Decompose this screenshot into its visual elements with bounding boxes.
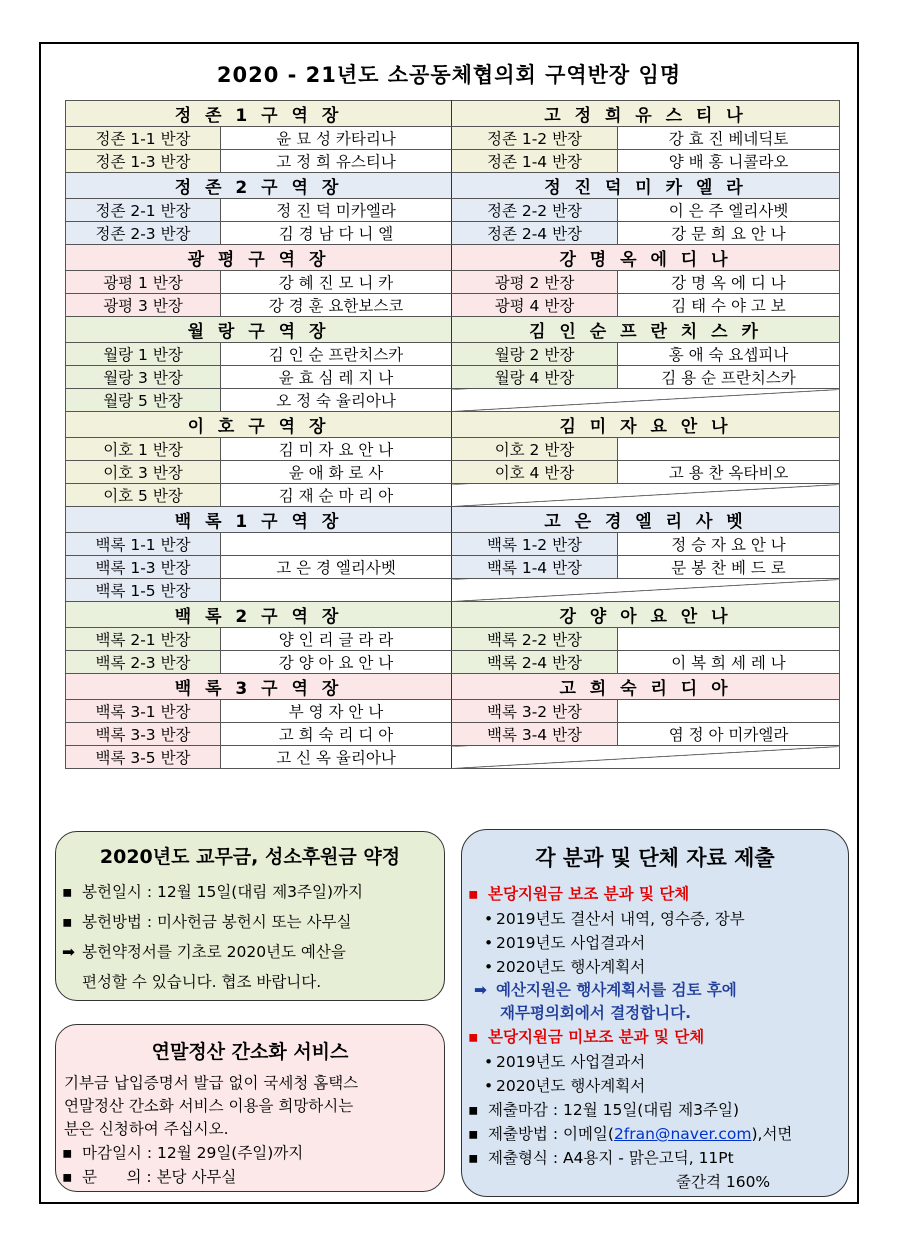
pledge-item: ▪ 봉헌일시 : 12월 15일(대림 제3주일)까지 (56, 877, 444, 907)
unit-label: 이호 5 반장 (66, 484, 221, 507)
unit-leader (618, 628, 840, 651)
table-row (66, 746, 840, 769)
unit-label: 이호 3 반장 (66, 461, 221, 484)
page-title: 2020 - 21년도 소공동체협의회 구역반장 임명 (216, 63, 682, 87)
unit-label: 정존 1-4 반장 (452, 150, 618, 173)
unit-leader: 이 은 주 엘리사벳 (618, 199, 840, 222)
square-bullet-icon: ▪ (468, 1028, 479, 1046)
unit-leader: 문 봉 찬 베 드 로 (618, 556, 840, 579)
budget-note-cont: 재무평의회에서 결정합니다. (500, 1004, 691, 1022)
empty-slash-cell (452, 579, 840, 602)
district-leader: 강 명 옥 에 디 나 (452, 245, 840, 271)
district-name: 광 평 구 역 장 (66, 245, 452, 271)
table-row (66, 484, 840, 507)
unit-leader: 강 문 희 요 안 나 (618, 222, 840, 245)
empty-slash-cell (452, 389, 840, 412)
pledge-title: 2020년도 교무금, 성소후원금 약정 (99, 846, 401, 868)
group1-item: • 2020년도 행사계획서 (462, 955, 848, 979)
spacing-item: 줄간격 160% (676, 1173, 771, 1191)
district-name: 정 존 1 구 역 장 (66, 101, 452, 127)
unit-leader: 고 은 경 엘리사벳 (221, 556, 452, 579)
pledge-item: ▪ 봉헌방법 : 미사헌금 봉헌시 또는 사무실 (56, 907, 444, 937)
unit-label: 백록 1-2 반장 (452, 533, 618, 556)
district-header-row (66, 317, 840, 343)
dot-bullet-icon: • (484, 934, 494, 952)
group1-item: • 2019년도 결산서 내역, 영수증, 장부 (462, 907, 848, 931)
unit-leader: 강 명 옥 에 디 나 (618, 271, 840, 294)
method-item: ▪ 제출방법 : 이메일(2fran@naver.com),서면 (462, 1122, 848, 1146)
unit-leader: 김 용 순 프란치스카 (618, 366, 840, 389)
district-name: 백 록 1 구 역 장 (66, 507, 452, 533)
table-row (66, 579, 840, 602)
unit-label: 정존 1-3 반장 (66, 150, 221, 173)
group2-item: • 2020년도 행사계획서 (462, 1074, 848, 1098)
unit-leader: 윤 묘 성 카타리나 (221, 127, 452, 150)
unit-label: 이호 2 반장 (452, 438, 618, 461)
unit-label: 백록 1-1 반장 (66, 533, 221, 556)
table-row (66, 389, 840, 412)
table-row (66, 700, 840, 723)
unit-label: 백록 3-1 반장 (66, 700, 221, 723)
dot-bullet-icon: • (484, 958, 494, 976)
district-leader: 강 양 아 요 안 나 (452, 602, 840, 628)
submission-box (461, 829, 849, 1197)
pledge-note: ➡ 봉헌약정서를 기초로 2020년도 예산을 (56, 937, 444, 967)
square-bullet-icon: ▪ (62, 913, 73, 931)
unit-leader: 강 양 아 요 안 나 (221, 651, 452, 674)
unit-leader: 김 태 수 야 고 보 (618, 294, 840, 317)
table-row (66, 199, 840, 222)
unit-leader (221, 533, 452, 556)
pledge-note-cont: 편성할 수 있습니다. 협조 바랍니다. (82, 973, 322, 991)
unit-leader: 정 진 덕 미카엘라 (221, 199, 452, 222)
district-leader-table (65, 100, 840, 769)
unit-label: 광평 1 반장 (66, 271, 221, 294)
table-row (66, 651, 840, 674)
dot-bullet-icon: • (484, 1053, 494, 1071)
district-name: 백 록 2 구 역 장 (66, 602, 452, 628)
unit-label: 정존 2-3 반장 (66, 222, 221, 245)
district-name: 정 존 2 구 역 장 (66, 173, 452, 199)
arrow-right-icon: ➡ (62, 943, 75, 961)
dot-bullet-icon: • (484, 910, 494, 928)
unit-leader: 고 희 숙 리 디 아 (221, 723, 452, 746)
document-frame (39, 42, 859, 1204)
unit-leader: 염 정 아 미카엘라 (618, 723, 840, 746)
yearend-text-line: 기부금 납입증명서 발급 없이 국세청 홈택스 (64, 1074, 359, 1092)
unit-leader: 강 효 진 베네딕토 (618, 127, 840, 150)
district-header-row (66, 507, 840, 533)
district-leader: 고 은 경 엘 리 사 벳 (452, 507, 840, 533)
unit-leader: 오 정 숙 율리아나 (221, 389, 452, 412)
yearend-title: 연말정산 간소화 서비스 (151, 1041, 349, 1063)
submission-title: 각 분과 및 단체 자료 제출 (535, 846, 775, 870)
unit-label: 정존 1-2 반장 (452, 127, 618, 150)
unit-label: 월랑 4 반장 (452, 366, 618, 389)
square-bullet-icon: ▪ (62, 883, 73, 901)
unit-label: 백록 1-4 반장 (452, 556, 618, 579)
group2-item: • 2019년도 사업결과서 (462, 1050, 848, 1074)
unit-leader: 고 신 옥 율리아나 (221, 746, 452, 769)
yearend-item: ▪ 문 의 : 본당 사무실 (56, 1165, 444, 1189)
table-row (66, 628, 840, 651)
budget-note: ➡ 예산지원은 행사계획서를 검토 후에 (462, 979, 848, 1002)
unit-label: 백록 2-4 반장 (452, 651, 618, 674)
district-name: 월 랑 구 역 장 (66, 317, 452, 343)
unit-label: 이호 4 반장 (452, 461, 618, 484)
square-bullet-icon: ▪ (468, 1101, 479, 1119)
table-row (66, 723, 840, 746)
table-row (66, 556, 840, 579)
arrow-right-icon: ➡ (474, 981, 487, 999)
unit-label: 백록 1-5 반장 (66, 579, 221, 602)
unit-leader: 강 혜 진 모 니 카 (221, 271, 452, 294)
group1-title: ▪ 본당지원금 보조 분과 및 단체 (462, 882, 848, 907)
unit-leader: 윤 효 심 레 지 나 (221, 366, 452, 389)
unit-leader: 고 정 희 유스티나 (221, 150, 452, 173)
unit-label: 정존 2-4 반장 (452, 222, 618, 245)
unit-label: 광평 3 반장 (66, 294, 221, 317)
yearend-box (55, 1024, 445, 1192)
square-bullet-icon: ▪ (62, 1144, 73, 1162)
unit-label: 백록 3-4 반장 (452, 723, 618, 746)
format-item: ▪ 제출형식 : A4용지 - 맑은고딕, 11Pt (462, 1146, 848, 1170)
table-row (66, 150, 840, 173)
district-header-row (66, 101, 840, 127)
dot-bullet-icon: • (484, 1077, 494, 1095)
district-header-row (66, 412, 840, 438)
unit-label: 정존 1-1 반장 (66, 127, 221, 150)
unit-label: 백록 3-5 반장 (66, 746, 221, 769)
unit-label: 월랑 1 반장 (66, 343, 221, 366)
table-row (66, 343, 840, 366)
table-row (66, 271, 840, 294)
email-link[interactable]: 2fran@naver.com (613, 1125, 752, 1143)
table-row (66, 461, 840, 484)
table-row (66, 533, 840, 556)
district-header-row (66, 674, 840, 700)
unit-leader: 김 인 순 프란치스카 (221, 343, 452, 366)
unit-label: 백록 2-3 반장 (66, 651, 221, 674)
unit-leader: 고 용 찬 옥타비오 (618, 461, 840, 484)
district-header-row (66, 245, 840, 271)
unit-leader: 양 배 홍 니콜라오 (618, 150, 840, 173)
empty-slash-cell (452, 746, 840, 769)
unit-label: 광평 2 반장 (452, 271, 618, 294)
square-bullet-icon: ▪ (62, 1168, 73, 1186)
table-row (66, 294, 840, 317)
unit-label: 백록 2-1 반장 (66, 628, 221, 651)
yearend-item: ▪ 마감일시 : 12월 29일(주일)까지 (56, 1141, 444, 1165)
district-leader: 고 정 희 유 스 티 나 (452, 101, 840, 127)
unit-leader: 김 경 남 다 니 엘 (221, 222, 452, 245)
unit-leader: 김 미 자 요 안 나 (221, 438, 452, 461)
group2-title: ▪ 본당지원금 미보조 분과 및 단체 (462, 1025, 848, 1050)
unit-leader: 김 재 순 마 리 아 (221, 484, 452, 507)
yearend-text-line: 분은 신청하여 주십시오. (64, 1120, 229, 1138)
unit-leader (618, 700, 840, 723)
table-row (66, 438, 840, 461)
table-row (66, 222, 840, 245)
group1-item: • 2019년도 사업결과서 (462, 931, 848, 955)
district-name: 이 호 구 역 장 (66, 412, 452, 438)
empty-slash-cell (452, 484, 840, 507)
unit-leader: 부 영 자 안 나 (221, 700, 452, 723)
unit-label: 백록 2-2 반장 (452, 628, 618, 651)
district-leader: 김 인 순 프 란 치 스 카 (452, 317, 840, 343)
unit-leader (221, 579, 452, 602)
district-header-row (66, 173, 840, 199)
unit-label: 정존 2-1 반장 (66, 199, 221, 222)
square-bullet-icon: ▪ (468, 885, 479, 903)
unit-leader (618, 438, 840, 461)
unit-leader: 홍 애 숙 요셉피나 (618, 343, 840, 366)
unit-leader: 정 승 자 요 안 나 (618, 533, 840, 556)
deadline-item: ▪ 제출마감 : 12월 15일(대림 제3주일) (462, 1098, 848, 1122)
district-leader: 정 진 덕 미 카 엘 라 (452, 173, 840, 199)
district-header-row (66, 602, 840, 628)
district-name: 백 록 3 구 역 장 (66, 674, 452, 700)
square-bullet-icon: ▪ (468, 1125, 479, 1143)
unit-leader: 이 복 희 세 레 나 (618, 651, 840, 674)
unit-label: 광평 4 반장 (452, 294, 618, 317)
pledge-box (55, 831, 445, 1001)
unit-leader: 강 경 훈 요한보스코 (221, 294, 452, 317)
table-row (66, 366, 840, 389)
table-row (66, 127, 840, 150)
unit-label: 월랑 5 반장 (66, 389, 221, 412)
unit-leader: 양 인 리 글 라 라 (221, 628, 452, 651)
square-bullet-icon: ▪ (468, 1149, 479, 1167)
yearend-text-line: 연말정산 간소화 서비스 이용을 희망하시는 (64, 1097, 354, 1115)
unit-label: 정존 2-2 반장 (452, 199, 618, 222)
district-leader: 김 미 자 요 안 나 (452, 412, 840, 438)
unit-label: 월랑 3 반장 (66, 366, 221, 389)
unit-label: 백록 1-3 반장 (66, 556, 221, 579)
unit-label: 백록 3-2 반장 (452, 700, 618, 723)
unit-label: 이호 1 반장 (66, 438, 221, 461)
unit-leader: 윤 애 화 로 사 (221, 461, 452, 484)
unit-label: 월랑 2 반장 (452, 343, 618, 366)
unit-label: 백록 3-3 반장 (66, 723, 221, 746)
district-leader: 고 희 숙 리 디 아 (452, 674, 840, 700)
